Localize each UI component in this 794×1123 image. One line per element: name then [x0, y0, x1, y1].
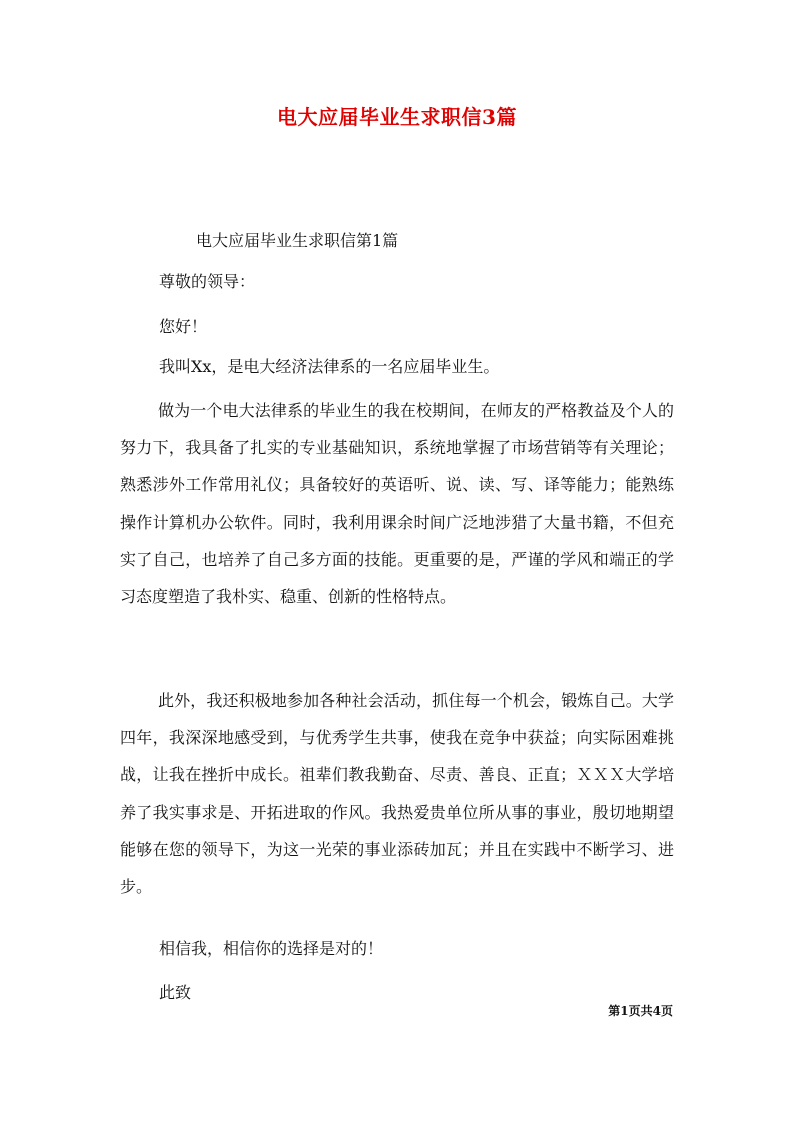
- intro-line: 我叫Xx，是电大经济法律系的一名应届毕业生。: [159, 357, 500, 376]
- document-title: 电大应届毕业生求职信3篇: [277, 105, 517, 129]
- closing-line: 相信我，相信你的选择是对的！: [159, 939, 384, 958]
- salutation: 尊敬的领导：: [159, 272, 256, 291]
- greeting: 您好！: [159, 317, 208, 336]
- body-paragraph-1: 做为一个电大法律系的毕业生的我在校期间，在师友的严格教益及个人的努力下，我具备了扎实的专业基础知识，系统地掌握了市场营销等有关理论；熟悉涉外工作常用礼仪；具备较好的英语听、说、读、写、译等能力；能熟练操作计算机办公软件。同时，我利用课余时间广泛地涉猎了大量书籍，不但充实了自己，也培养了自己多方面的技能。更重要的是，严谨的学风和端正的学习态度塑造了我朴实、稳重、创新的性格特点。: [120, 401, 674, 607]
- page-indicator: 第1页共4页: [608, 1004, 673, 1018]
- closing-regards: 此致: [159, 983, 192, 1002]
- body-paragraph-2: 此外，我还积极地参加各种社会活动，抓住每一个机会，锻炼自己。大学四年，我深深地感受到，与优秀学生共事，使我在竞争中获益；向实际困难挑战，让我在挫折中成长。祖辈们教我勤奋、尽责、善良、正直；ＸＸＸ大学培养了我实事求是、开拓进取的作风。我热爱贵单位所从事的事业，殷切地期望能够在您的领导下，为这一光荣的事业添砖加瓦；并且在实践中不断学习、进步。: [120, 691, 674, 897]
- letter-subheading: 电大应届毕业生求职信第1篇: [196, 231, 399, 250]
